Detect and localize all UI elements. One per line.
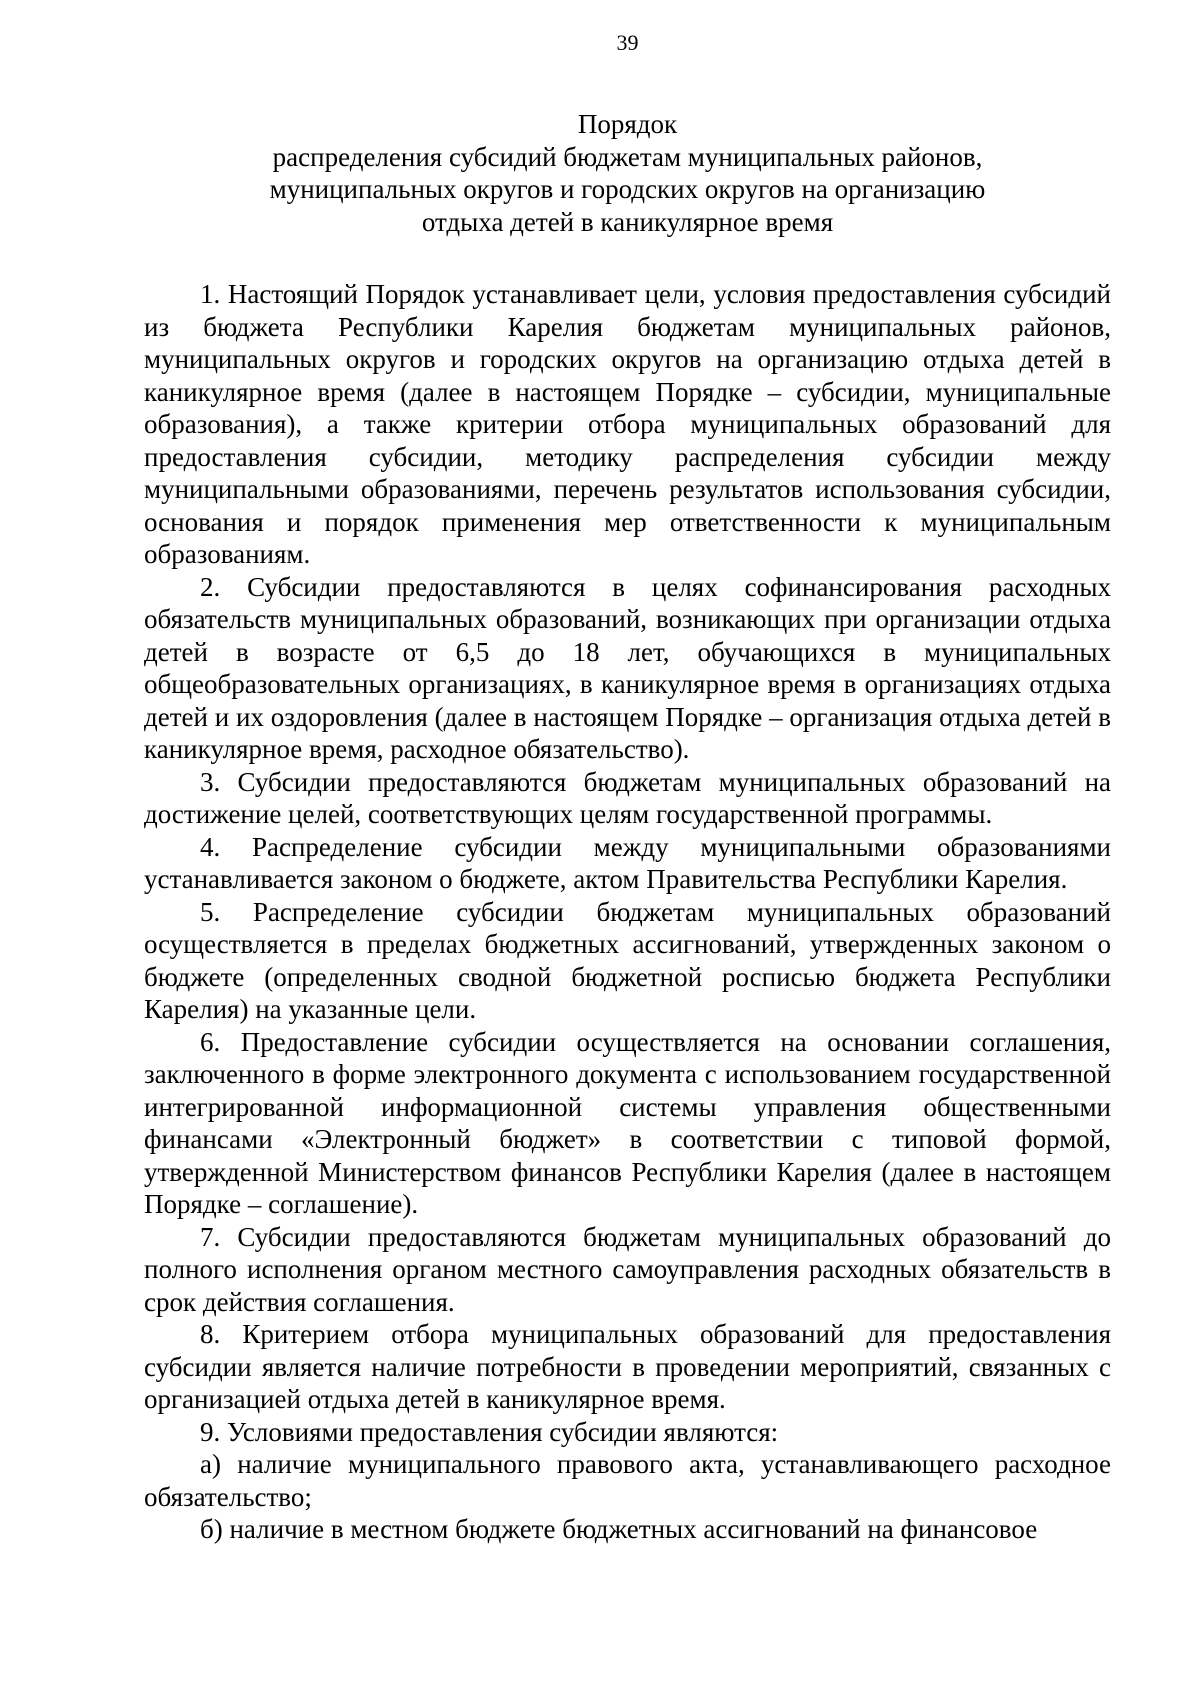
paragraph-8: 8. Критерием отбора муниципальных образований для предоставления субсидии является наличие потребности в проведении мероприятий, связанных с организацией отдыха детей в каникулярное время. [144,1319,1111,1414]
page-number: 39 [616,30,639,55]
paragraph-7: 7. Субсидии предоставляются бюджетам муниципальных образований до полного исполнения органом местного самоуправления расходных обязательств в срок действия соглашения. [144,1221,1111,1317]
document-body [144,278,1111,1546]
paragraph-9a: а) наличие муниципального правового акта, устанавливающего расходное обязательство; [144,1449,1111,1512]
title-line-3: муниципальных округов и городских округов на организацию [269,174,986,204]
paragraph-9b: б) наличие в местном бюджете бюджетных ассигнований на финансовое [200,1514,1038,1544]
paragraph-2: 2. Субсидии предоставляются в целях софинансирования расходных обязательств муниципальных образований, возникающих при организации отдыха детей в возрасте от 6,5 до 18 лет, обучающихся в муниципальных общеобразовательных организациях, в каникулярное время в организациях отдыха детей и их оздоровления (далее в настоящем Порядке – организация отдыха детей в каникулярное время, расходное обязательство). [144,571,1111,764]
paragraph-3: 3. Субсидии предоставляются бюджетам муниципальных образований на достижение целей, соответствующих целям государственной программы. [144,766,1111,829]
paragraph-1: 1. Настоящий Порядок устанавливает цели, условия предоставления субсидий из бюджета Республики Карелия бюджетам муниципальных районов, муниципальных округов и городских округов на организацию отдыха детей в каникулярное время (далее в настоящем Порядке – субсидии, муниципальные образования), а также критерии отбора муниципальных образований для предоставления субсидии, методику распределения субсидии между муниципальными образованиями, перечень результатов использования субсидии, основания и порядок применения мер ответственности к муниципальным образованиям. [144,279,1111,569]
document-page [144,30,1111,1546]
paragraph-9: 9. Условиями предоставления субсидии являются: [200,1416,779,1447]
title-line-2: распределения субсидий бюджетам муниципальных районов, [272,141,983,172]
paragraph-4: 4. Распределение субсидии между муниципальными образованиями устанавливается законом о бюджете, актом Правительства Республики Карелия. [144,831,1111,894]
document-title [144,108,1111,238]
title-line-1: Порядок [577,109,678,139]
paragraph-6: 6. Предоставление субсидии осуществляется на основании соглашения, заключенного в форме электронного документа с использованием государственной интегрированной информационной системы управления общественными финансами «Электронный бюджет» в соответствии с типовой формой, утвержденной Министерством финансов Республики Карелия (далее в настоящем Порядке – соглашение). [144,1026,1111,1219]
title-line-4: отдыха детей в каникулярное время [421,206,834,237]
paragraph-5: 5. Распределение субсидии бюджетам муниципальных образований осуществляется в пределах бюджетных ассигнований, утвержденных законом о бюджете (определенных сводной бюджетной росписью бюджета Республики Карелия) на указанные цели. [144,896,1111,1024]
